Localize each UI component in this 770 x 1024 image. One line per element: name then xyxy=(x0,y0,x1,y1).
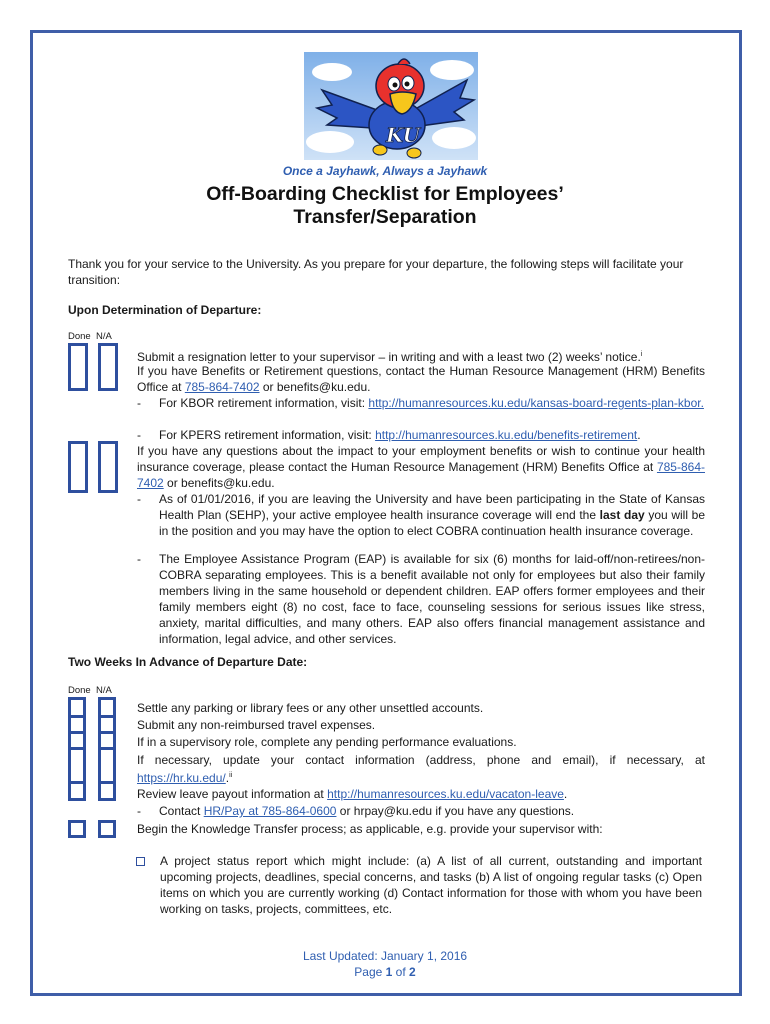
checkbox-done-2[interactable] xyxy=(68,441,88,493)
jayhawk-logo-icon xyxy=(302,50,480,162)
checklist-item-contact-info: If necessary, update your contact information (address, phone and email), if necessary, at https://hr.ku.edu/.$^{ii}$ xyxy=(137,753,705,785)
page-title-line2: Transfer/Separation xyxy=(293,206,477,228)
checkbox-done-1[interactable] xyxy=(68,343,88,391)
kpers-link[interactable]: http://humanresources.ku.edu/benefits-retirement xyxy=(375,428,638,442)
section-heading-departure: Upon Determination of Departure: xyxy=(68,303,262,317)
na-label: N/A xyxy=(96,685,112,696)
checklist-item-fees: Settle any parking or library fees or any other unsettled accounts. xyxy=(137,701,484,715)
page-title-line1: Off-Boarding Checklist for Employees’ xyxy=(206,183,564,205)
checkbox-na-6[interactable] xyxy=(98,747,116,785)
done-na-header xyxy=(68,331,112,342)
checklist-item-benefits: If you have Benefits or Retirement questions, contact the Human Resource Management (HRM) Benefits Office at 785-864-7402 or benefits@ku.edu. xyxy=(137,364,705,394)
sub-item-eap: - The Employee Assistance Program (EAP) is available for six (6) months for laid-off/non-retirees/non-COBRA separating employees. This is a benefit available not only for employees but also their family members living in the same household or dependent children. EAP offers former employees and their family members eight (8) no cost, face to face, counseling sessions for serious issues like stress, anxiety, marital difficulties, and many others. EAP also offers financial management assistance and information, legal advice, and other services. xyxy=(137,552,705,646)
last-updated: Last Updated: January 1, 2016 xyxy=(302,949,468,963)
done-na-header-2 xyxy=(68,685,112,696)
leave-link[interactable]: http://humanresources.ku.edu/vacaton-leave xyxy=(327,787,564,801)
checklist-item-resignation: Submit a resignation letter to your supervisor – in writing and with a least two (2) weeks’ notice.$^i$ xyxy=(137,350,643,364)
tagline: Once a Jayhawk, Always a Jayhawk xyxy=(282,164,488,178)
section-heading-two-weeks: Two Weeks In Advance of Departure Date: xyxy=(68,655,308,669)
intro-paragraph: Thank you for your service to the University. As you prepare for your departure, the following steps will facilitate your transition: xyxy=(68,257,684,287)
sub-item-sehp: - As of 01/01/2016, if you are leaving the University and have been participating in the State of Kansas Health Plan (SEHP), your active employee health insurance coverage will end the last day you will be in the position and you may have the option to elect COBRA continuation health insurance coverage. xyxy=(137,492,705,538)
hrpay-link[interactable]: HR/Pay at 785-864-0600 xyxy=(203,804,337,818)
checkbox-na-1[interactable] xyxy=(98,343,118,391)
checklist-item-knowledge-transfer: Begin the Knowledge Transfer process; as applicable, e.g. provide your supervisor with: xyxy=(137,822,603,836)
done-label: Done xyxy=(68,331,91,342)
checkbox-na-2[interactable] xyxy=(98,441,118,493)
page-number: Page 1 of 2 xyxy=(354,965,416,979)
checkbox-na-8[interactable] xyxy=(98,820,116,838)
checklist-item-leave-payout: Review leave payout information at http://humanresources.ku.edu/vacaton-leave. xyxy=(137,787,568,801)
benefits-phone-link[interactable]: 785-864-7402 xyxy=(184,380,260,394)
checkbox-done-6[interactable] xyxy=(68,747,86,785)
checkbox-na-7[interactable] xyxy=(98,781,116,801)
checklist-item-evaluations: If in a supervisory role, complete any pending performance evaluations. xyxy=(137,735,517,749)
svg-text:KU: KU xyxy=(386,123,421,147)
checklist-item-travel: Submit any non-reimbursed travel expenses. xyxy=(137,718,376,732)
na-label: N/A xyxy=(96,331,112,342)
checkbox-done-7[interactable] xyxy=(68,781,86,801)
checkbox-done-8[interactable] xyxy=(68,820,86,838)
checklist-item-health-insurance: If you have any questions about the impact to your employment benefits or wish to continue your health insurance coverage, please contact the Human Resource Management (HRM) Benefits Office at 785-864-7402 or benefits@ku.edu. xyxy=(137,444,705,490)
hr-site-link[interactable]: https://hr.ku.edu/ xyxy=(137,771,226,785)
kbor-link[interactable]: http://humanresources.ku.edu/kansas-board-regents-plan-kbor. xyxy=(368,396,704,410)
square-bullet-icon xyxy=(136,857,145,866)
bullet-project-status: A project status report which might include: (a) A list of all current, outstanding and important upcoming projects, deadlines, special concerns, and tasks (b) A list of ongoing regular tasks (c) Open items on which you are currently working (d) Contact information for those with whom you have been working on tasks, projects, committees, etc. xyxy=(160,854,702,916)
done-label: Done xyxy=(68,685,91,696)
health-phone-link[interactable]: 785-864-7402 xyxy=(137,460,705,490)
sub-item-kbor: - For KBOR retirement information, visit: http://humanresources.ku.edu/kansas-board-regents-plan-kbor. xyxy=(137,396,704,410)
